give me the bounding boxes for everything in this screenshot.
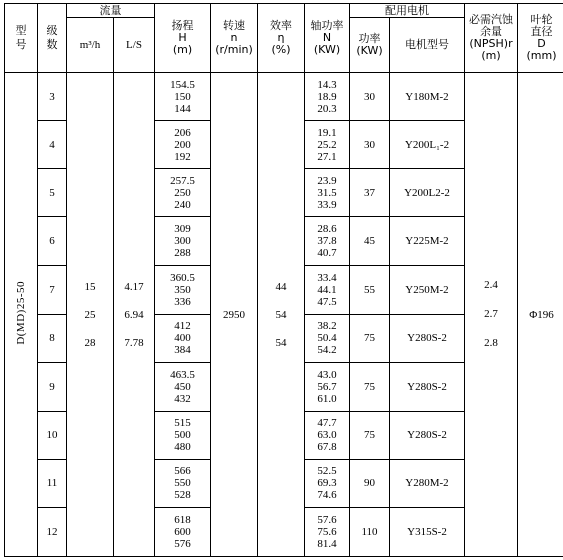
header-impeller-line: (mm) [526, 49, 557, 63]
head-values [155, 417, 210, 453]
header-flow-m3h: m³/h [67, 18, 114, 73]
head-value: 618 [174, 513, 191, 526]
header-motor: 配用电机 [350, 4, 465, 18]
flow-m3h-cell [67, 73, 114, 557]
motor-model-cell: Y315S-2 [390, 507, 465, 556]
speed-cell: 2950 [211, 73, 258, 557]
header-speed-line: 转速 [223, 19, 245, 33]
stages-cell: 11 [38, 459, 67, 507]
stages-cell: 8 [38, 314, 67, 362]
shaft-power-value: 38.2 [317, 320, 337, 333]
header-speed [211, 4, 258, 73]
header-npsh-lines [465, 14, 517, 62]
header-impeller [518, 4, 563, 73]
shaft-power-cell [305, 121, 350, 169]
shaft-power-value: 69.3 [317, 477, 337, 490]
shaft-power-value: 47.5 [317, 295, 337, 308]
head-value: 200 [174, 138, 191, 151]
head-value: 384 [174, 344, 191, 357]
header-motor-model: 电机型号 [390, 18, 465, 73]
flow-m3h-value: 15 [84, 280, 96, 293]
head-value: 336 [174, 295, 191, 308]
shaft-power-value: 27.1 [317, 150, 337, 163]
shaft-power-value: 52.5 [317, 465, 337, 478]
efficiency-value: 44 [275, 280, 287, 293]
shaft-power-value: 57.6 [317, 513, 337, 526]
head-value: 528 [174, 489, 191, 502]
shaft-power-values [305, 272, 349, 308]
header-impeller-line: 直径 [530, 25, 553, 39]
shaft-power-value: 56.7 [317, 380, 337, 393]
header-flow: 流量 [67, 4, 155, 18]
header-efficiency-line: η [277, 31, 285, 45]
header-head-line: (m) [172, 43, 193, 57]
shaft-power-value: 28.6 [317, 223, 337, 236]
efficiency-value: 54 [275, 336, 287, 349]
head-value: 450 [174, 380, 191, 393]
head-cell [155, 121, 211, 169]
head-value: 240 [174, 198, 191, 211]
motor-power-cell: 75 [350, 314, 390, 362]
shaft-power-value: 54.2 [317, 344, 337, 357]
head-cell [155, 411, 211, 459]
head-value: 154.5 [170, 78, 195, 91]
motor-model-cell: Y250M-2 [390, 266, 465, 314]
header-shaft-power-lines [305, 20, 349, 56]
model-name: D(MD)25-50 [15, 281, 27, 345]
shaft-power-values [305, 223, 349, 259]
head-value: 412 [174, 320, 191, 333]
head-values [155, 320, 210, 356]
head-cell [155, 266, 211, 314]
head-cell [155, 73, 211, 121]
header-head [155, 4, 211, 73]
head-value: 432 [174, 392, 191, 405]
shaft-power-cell [305, 73, 350, 121]
npsh-value: 2.4 [484, 279, 498, 292]
shaft-power-value: 61.0 [317, 392, 337, 405]
model-cell [5, 73, 38, 557]
shaft-power-value: 40.7 [317, 247, 337, 260]
head-values [155, 465, 210, 501]
shaft-power-values [305, 79, 349, 115]
shaft-power-cell [305, 459, 350, 507]
flow-ls-value: 4.17 [124, 280, 144, 293]
flow-m3h-value: 25 [84, 308, 96, 321]
motor-power-cell: 90 [350, 459, 390, 507]
head-value: 576 [174, 537, 191, 550]
shaft-power-value: 37.8 [317, 235, 337, 248]
npsh-value: 2.8 [484, 337, 498, 350]
head-value: 500 [174, 429, 191, 442]
shaft-power-value: 47.7 [317, 417, 337, 430]
head-value: 144 [174, 102, 191, 115]
shaft-power-cell [305, 169, 350, 217]
header-npsh-line: (m) [481, 49, 501, 63]
motor-power-cell: 37 [350, 169, 390, 217]
header-efficiency-line: (%) [271, 43, 291, 57]
npsh-value: 2.7 [484, 308, 498, 321]
head-value: 480 [174, 441, 191, 454]
head-value: 515 [174, 417, 191, 430]
header-motor-power [350, 18, 390, 73]
shaft-power-cell [305, 266, 350, 314]
header-npsh [465, 4, 518, 73]
motor-power-cell: 75 [350, 411, 390, 459]
header-stages-text: 级数 [46, 24, 58, 52]
efficiency-value: 54 [275, 308, 287, 321]
motor-model-cell: Y280S-2 [390, 411, 465, 459]
shaft-power-value: 33.4 [317, 271, 337, 284]
header-motor-power-line: 功率 [358, 32, 381, 46]
motor-power-cell: 30 [350, 121, 390, 169]
motor-power-cell: 45 [350, 217, 390, 266]
flow-ls-value: 7.78 [124, 336, 144, 349]
stages-cell: 4 [38, 121, 67, 169]
flow-m3h-value: 28 [84, 336, 96, 349]
head-cell [155, 362, 211, 411]
motor-model-cell: Y200L₁-2 [390, 121, 465, 169]
head-values [155, 175, 210, 211]
shaft-power-value: 81.4 [317, 537, 337, 550]
shaft-power-cell [305, 217, 350, 266]
table-row [5, 73, 563, 121]
shaft-power-value: 14.3 [317, 78, 337, 91]
header-efficiency [258, 4, 305, 73]
header-head-lines [155, 20, 210, 56]
head-cell [155, 507, 211, 556]
motor-model-cell: Y180M-2 [390, 73, 465, 121]
shaft-power-value: 43.0 [317, 368, 337, 381]
header-npsh-line: 必需汽蚀 [469, 13, 513, 27]
shaft-power-value: 67.8 [317, 441, 337, 454]
shaft-power-value: 74.6 [317, 489, 337, 502]
head-value: 600 [174, 525, 191, 538]
shaft-power-values [305, 417, 349, 453]
stages-cell: 12 [38, 507, 67, 556]
shaft-power-cell [305, 507, 350, 556]
efficiency-cell [258, 73, 305, 557]
header-stages [38, 4, 67, 73]
motor-model-cell: Y200L2-2 [390, 169, 465, 217]
shaft-power-value: 31.5 [317, 186, 337, 199]
head-value: 350 [174, 283, 191, 296]
header-speed-line: n [230, 31, 238, 45]
head-cell [155, 314, 211, 362]
shaft-power-value: 25.2 [317, 138, 337, 151]
shaft-power-values [305, 514, 349, 550]
header-shaft-power-line: (KW) [313, 43, 341, 57]
motor-model-cell: Y225M-2 [390, 217, 465, 266]
head-values [155, 272, 210, 308]
shaft-power-value: 19.1 [317, 126, 337, 139]
shaft-power-value: 18.9 [317, 90, 337, 103]
stages-cell: 9 [38, 362, 67, 411]
stages-cell: 5 [38, 169, 67, 217]
head-value: 309 [174, 223, 191, 236]
head-values [155, 79, 210, 115]
head-value: 566 [174, 465, 191, 478]
motor-model-cell: Y280S-2 [390, 314, 465, 362]
head-value: 550 [174, 477, 191, 490]
header-shaft-power-line: 轴功率 [310, 19, 344, 33]
flow-ls-value: 6.94 [124, 308, 144, 321]
header-model [5, 4, 38, 73]
head-value: 300 [174, 235, 191, 248]
shaft-power-value: 20.3 [317, 102, 337, 115]
shaft-power-value: 23.9 [317, 174, 337, 187]
motor-model-cell: Y280M-2 [390, 459, 465, 507]
header-motor-power-lines [350, 33, 389, 57]
impeller-diameter-cell: Φ196 [518, 73, 563, 557]
shaft-power-values [305, 320, 349, 356]
head-value: 360.5 [170, 271, 195, 284]
header-efficiency-lines [258, 20, 304, 56]
header-shaft-power [305, 4, 350, 73]
header-impeller-line: D [537, 37, 546, 51]
head-values [155, 223, 210, 259]
shaft-power-value: 44.1 [317, 283, 337, 296]
motor-power-cell: 75 [350, 362, 390, 411]
head-cell [155, 217, 211, 266]
header-impeller-lines [518, 14, 563, 62]
head-value: 400 [174, 332, 191, 345]
header-model-text: 型号 [15, 24, 27, 52]
flow-ls-cell [114, 73, 155, 557]
header-speed-line: (r/min) [215, 43, 253, 57]
shaft-power-values [305, 465, 349, 501]
shaft-power-values [305, 369, 349, 405]
motor-power-cell: 30 [350, 73, 390, 121]
head-value: 192 [174, 150, 191, 163]
head-value: 150 [174, 90, 191, 103]
header-speed-lines [211, 20, 257, 56]
stages-cell: 3 [38, 73, 67, 121]
shaft-power-value: 75.6 [317, 525, 337, 538]
header-flow-ls: L/S [114, 18, 155, 73]
head-value: 463.5 [170, 368, 195, 381]
header-efficiency-line: 效率 [270, 19, 292, 33]
shaft-power-values [305, 127, 349, 163]
head-values [155, 127, 210, 163]
motor-model-cell: Y280S-2 [390, 362, 465, 411]
head-value: 288 [174, 247, 191, 260]
shaft-power-cell [305, 362, 350, 411]
stages-cell: 7 [38, 266, 67, 314]
shaft-power-value: 63.0 [317, 429, 337, 442]
motor-power-cell: 55 [350, 266, 390, 314]
header-npsh-line: 余量 [480, 25, 502, 39]
head-value: 257.5 [170, 174, 195, 187]
header-impeller-line: 叶轮 [530, 13, 553, 27]
motor-power-cell: 110 [350, 507, 390, 556]
stages-cell: 6 [38, 217, 67, 266]
shaft-power-values [305, 175, 349, 211]
shaft-power-cell [305, 314, 350, 362]
shaft-power-cell [305, 411, 350, 459]
header-npsh-line: (NPSH)r [469, 37, 513, 51]
head-values [155, 514, 210, 550]
head-value: 206 [174, 126, 191, 139]
header-shaft-power-line: N [322, 31, 332, 45]
header-head-line: H [178, 31, 187, 45]
header-motor-power-line: (KW) [356, 44, 383, 58]
header-head-line: 扬程 [171, 19, 194, 33]
head-cell [155, 459, 211, 507]
npsh-cell [465, 73, 518, 557]
stages-cell: 10 [38, 411, 67, 459]
shaft-power-value: 33.9 [317, 198, 337, 211]
head-value: 250 [174, 186, 191, 199]
head-values [155, 369, 210, 405]
shaft-power-value: 50.4 [317, 332, 337, 345]
head-cell [155, 169, 211, 217]
pump-spec-table [4, 3, 563, 557]
